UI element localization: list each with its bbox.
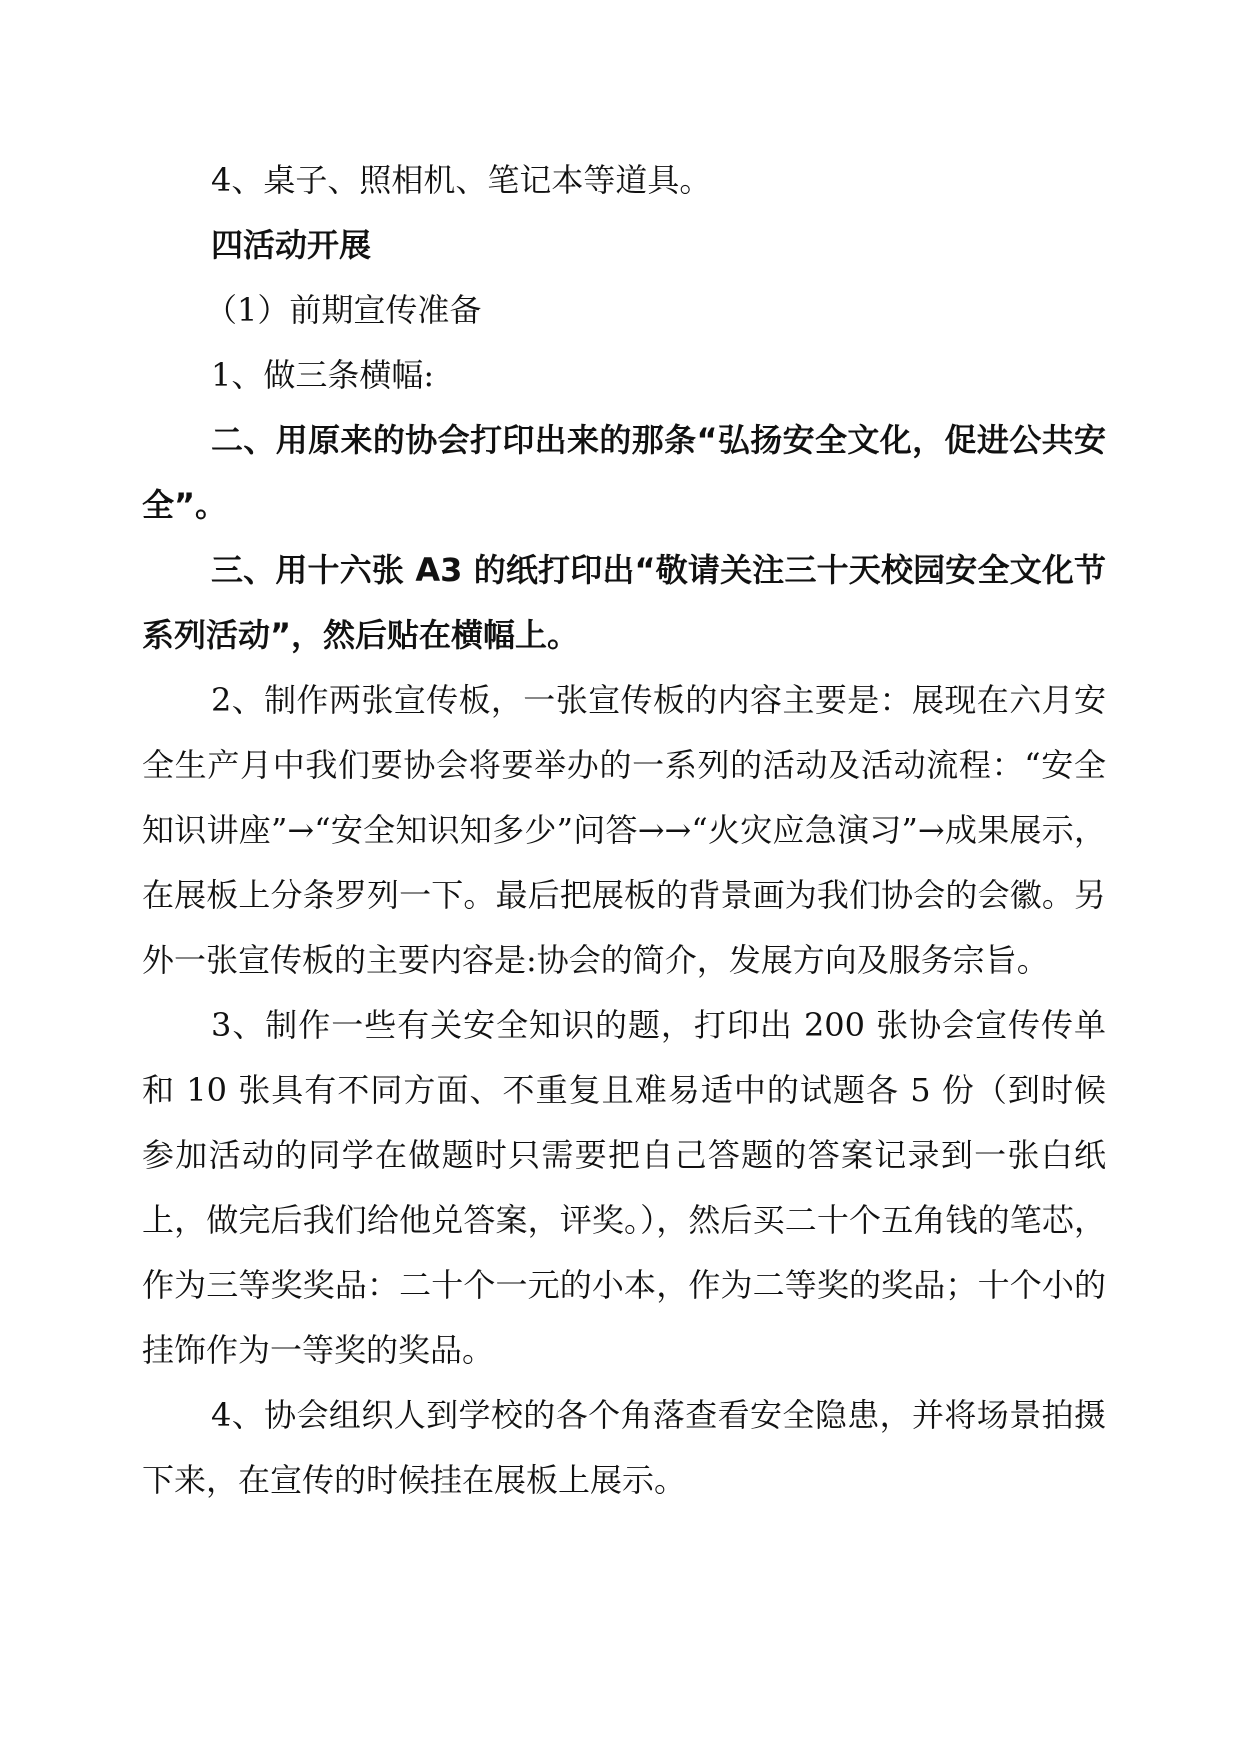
section-heading: 四活动开展 [211,226,372,264]
paragraph-banners: 1、做三条横幅: [211,356,435,394]
paragraph-banner-two: 二、用原来的协会打印出来的那条“弘扬安全文化，促进公共安全”。 [142,421,1106,524]
paragraph-banner-three: 三、用十六张 A3 的纸打印出“敬请关注三十天校园安全文化节系列活动”，然后贴在横幅上。 [142,551,1106,654]
paragraph-boards: 2、制作两张宣传板，一张宣传板的内容主要是：展现在六月安全生产月中我们要协会将要举办的一系列的活动及活动流程：“安全知识讲座”→“安全知识知多少”问答→→“火灾应急演习”→成果展示，在展板上分条罗列一下。最后把展板的背景画为我们协会的会徽。另外一张宣传板的主要内容是:协会的简介，发展方向及服务宗旨。 [142,681,1106,979]
paragraph-equipment: 4、桌子、照相机、笔记本等道具。 [211,161,712,199]
paragraph-quiz: 3、制作一些有关安全知识的题，打印出 200 张协会宣传传单和 10 张具有不同方面、不重复且难易适中的试题各 5 份（到时候参加活动的同学在做题时只需要把自己答题的答案记录到一张白纸上，做完后我们给他兑答案，评奖。），然后买二十个五角钱的笔芯，作为三等奖奖品：二十个一元的小本，作为二等奖的奖品；十个小的挂饰作为一等奖的奖品。 [142,1006,1106,1369]
subsection-heading: （1）前期宣传准备 [205,291,482,329]
paragraph-hazards: 4、协会组织人到学校的各个角落查看安全隐患，并将场景拍摄下来，在宣传的时候挂在展板上展示。 [142,1396,1106,1499]
document-body [142,148,1106,1513]
